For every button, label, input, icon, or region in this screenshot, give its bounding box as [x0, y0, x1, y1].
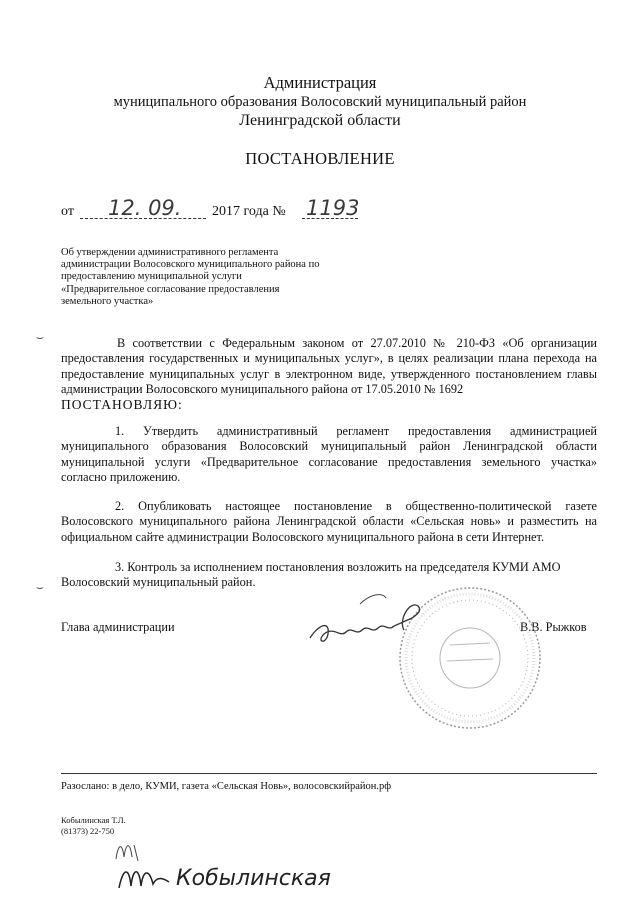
handwritten-scribble [115, 858, 175, 898]
date-year-label: 2017 года № [212, 204, 286, 219]
org-region: Ленинградской области [239, 112, 401, 129]
margin-mark: ⌣ [36, 580, 44, 594]
number-handwritten: 1193 [306, 196, 360, 220]
margin-mark: ⌣ [36, 330, 44, 344]
doc-type-title: ПОСТАНОВЛЕНИЕ [245, 149, 395, 168]
date-handwritten: 12. 09. [108, 196, 182, 220]
signature-position: Глава администрации [61, 620, 175, 634]
item-3: 3. Контроль за исполнением постановления возложить на председателя КУМИ АМО Волосовский муниципальный район. [61, 560, 561, 590]
handwritten-surname: Кобылинская [176, 866, 331, 891]
distribution-text: Разослано: в дело, КУМИ, газета «Сельская Новь», волосовскийрайон.рф [61, 781, 392, 792]
executor-name: Кобылинская Т.Л. [61, 815, 126, 825]
item-1: 1. Утвердить административный регламент предоставления администрацией муниципального образования Волосовский муниципальный район Ленинградской области муниципальной услуги «Предварительное согласование предоставления земельного участка» согласно приложению. [61, 424, 597, 485]
executor-phone: (81373) 22-750 [61, 826, 115, 836]
preamble-paragraph [61, 336, 597, 398]
distribution-divider [61, 773, 597, 774]
resolve-word: ПОСТАНОВЛЯЮ: [61, 397, 183, 412]
preamble-text: В соответствии с Федеральным законом от 27.07.2010 № 210-ФЗ «Об организации предоставления государственных и муниципальных услуг», в целях реализации плана перехода на предоставление муниципальных услуг в электронном виде, утвержденного постановлением главы администрации Волосовского муниципального района от 17.05.2010 № 1692 [61, 336, 597, 397]
org-name: Администрация [263, 73, 377, 92]
subject-text: Об утверждении административного регламента администрации Волосовского муниципального района по предоставлению муниципальной услуги «Предварительное согласование предоставления земельного участка» [61, 247, 320, 307]
date-prefix: от [61, 204, 74, 219]
org-subtitle: муниципального образования Волосовский муниципальный район [113, 94, 527, 110]
handwritten-signature [300, 590, 440, 660]
signature-name: В.В. Рыжков [520, 620, 587, 634]
item-2: 2. Опубликовать настоящее постановление в общественно-политической газете Волосовского муниципального района Ленинградской области «Сельская новь» и разместить на официальном сайте администрации Волосовского муниципального района в сети Интернет. [61, 499, 597, 544]
